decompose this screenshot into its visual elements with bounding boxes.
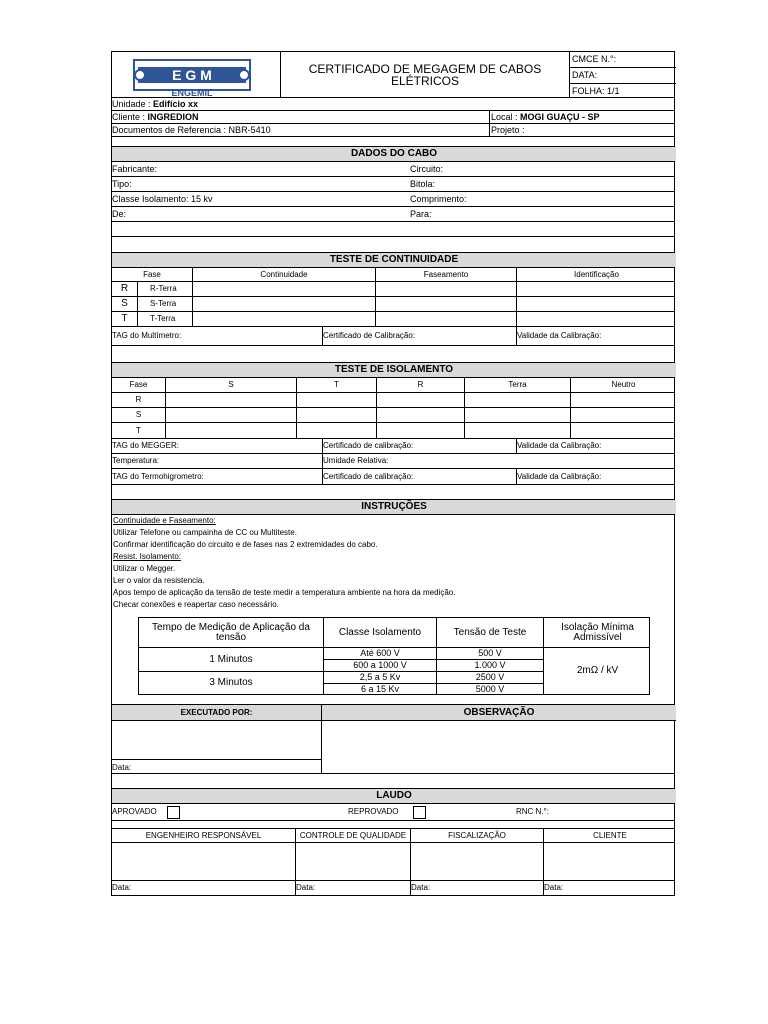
classe-column — [323, 648, 436, 694]
table-body — [139, 648, 649, 694]
date-field[interactable]: DATA: — [570, 68, 676, 84]
folha-field: FOLHA: 1/1 — [572, 86, 620, 96]
continuidade-col-headers — [112, 268, 674, 282]
reprovado-option[interactable]: REPROVADO — [348, 804, 516, 820]
date-field[interactable]: Data: — [410, 881, 543, 895]
tensao-cell: 1.000 V — [437, 660, 543, 672]
classe-cell: 600 a 1000 V — [324, 660, 436, 672]
table-row — [112, 408, 674, 423]
section-title: DADOS DO CABO — [112, 147, 676, 161]
col-header: Fase — [129, 380, 148, 389]
date-field[interactable]: Data: — [295, 881, 410, 895]
cliente-row — [112, 111, 674, 124]
fase-cell: T — [136, 425, 141, 435]
checkbox-icon[interactable] — [413, 806, 426, 819]
value-input[interactable] — [296, 408, 376, 422]
instruction-line: Utilizar o Megger. — [113, 564, 176, 573]
section-title: LAUDO — [112, 789, 676, 803]
col-header: Faseamento — [375, 268, 516, 281]
blank-row — [112, 774, 674, 789]
table-row — [112, 312, 674, 327]
header-meta — [569, 52, 676, 97]
col-header: S — [165, 378, 296, 392]
col-header: Classe Isolamento — [323, 618, 436, 647]
executado-signature[interactable] — [112, 721, 321, 760]
value-input[interactable] — [376, 408, 464, 422]
svg-text:E G M: E G M — [172, 67, 212, 83]
instrucoes-header — [112, 500, 674, 515]
identificacao-input[interactable] — [516, 312, 676, 326]
terra-cell: S-Terra — [137, 297, 192, 311]
blank-row — [112, 346, 674, 363]
multimetro-row — [112, 327, 674, 346]
col-header: CLIENTE — [543, 829, 676, 842]
comprimento-field[interactable]: Comprimento: — [410, 193, 467, 204]
classe-cell: 6 a 15 Kv — [360, 684, 400, 694]
observacao-input[interactable] — [322, 721, 676, 774]
continuidade-input[interactable] — [192, 312, 375, 326]
signatures-row — [112, 843, 674, 881]
value-input[interactable] — [376, 393, 464, 407]
isolamento-header — [112, 363, 674, 378]
col-header: Neutro — [570, 378, 676, 392]
value-input[interactable] — [165, 423, 296, 438]
logo-cell — [112, 52, 280, 97]
projeto-field[interactable]: Projeto : — [489, 124, 676, 136]
executado-label: EXECUTADO POR: — [112, 705, 321, 721]
documentos-field[interactable]: Documentos de Referencia : NBR-5410 — [112, 124, 271, 135]
cmce-field[interactable]: CMCE N.°: — [570, 52, 676, 68]
table-row — [112, 393, 674, 408]
tempo-cell: 3 Minutos — [209, 676, 253, 688]
validade-field[interactable]: Validade da Calibração: — [516, 469, 676, 484]
section-title: INSTRUÇÕES — [112, 500, 676, 514]
cliente-field[interactable]: Cliente : INGREDION — [112, 111, 199, 122]
certificado-field[interactable]: Certificado de Calibração: — [322, 327, 516, 345]
tempo-cell: 1 Minutos — [139, 648, 323, 672]
tensao-cell: 5000 V — [475, 684, 505, 694]
egm-logo-icon — [132, 57, 252, 97]
executado-date[interactable]: Data: — [112, 763, 132, 772]
bitola-field[interactable]: Bitola: — [410, 178, 436, 189]
table-row — [112, 423, 674, 439]
blank-row — [112, 222, 674, 237]
observacao-label: OBSERVAÇÃO — [322, 705, 676, 721]
spacer — [112, 821, 674, 829]
tensao-cell: 500 V — [437, 648, 543, 660]
dados-cabo-header — [112, 147, 674, 162]
col-header: R — [376, 378, 464, 392]
signatures-header-row — [112, 829, 674, 843]
instruction-line: Resist. Isolamento: — [113, 552, 182, 561]
certificado-field[interactable]: Certificado de calibração: — [322, 439, 516, 453]
temperatura-row — [112, 454, 674, 469]
col-header: FISCALIZAÇÃO — [410, 829, 543, 842]
date-field[interactable]: Data: — [112, 883, 132, 892]
faseamento-input[interactable] — [375, 297, 516, 311]
continuidade-input[interactable] — [192, 297, 375, 311]
value-input[interactable] — [570, 393, 676, 407]
col-header: ENGENHEIRO RESPONSÁVEL — [145, 830, 262, 840]
col-header: T — [296, 378, 376, 392]
para-field[interactable]: Para: — [410, 208, 432, 219]
col-header: Identificação — [516, 268, 676, 281]
instrucoes-body — [112, 515, 674, 705]
classe-field[interactable]: Classe Isolamento: 15 kv — [112, 193, 213, 204]
terra-cell: R-Terra — [137, 282, 192, 296]
col-header: Fase — [143, 269, 161, 279]
classe-cell: Até 600 V — [324, 648, 436, 660]
signature-fiscalizacao[interactable] — [410, 843, 543, 880]
section-title: TESTE DE ISOLAMENTO — [112, 363, 676, 377]
test-voltage-table — [138, 617, 650, 695]
fabricante-row — [112, 162, 674, 177]
validade-field[interactable]: Validade da Calibração: — [516, 439, 676, 453]
faseamento-input[interactable] — [375, 312, 516, 326]
value-input[interactable] — [464, 393, 570, 407]
fase-cell: T — [121, 313, 128, 324]
tag-termo-field[interactable]: TAG do Termohigrometro: — [112, 471, 204, 481]
termo-row — [112, 469, 674, 485]
header-row — [112, 52, 674, 98]
classe-cell: 2,5 a 5 Kv — [324, 672, 436, 684]
megger-row — [112, 439, 674, 454]
local-field[interactable]: Local : MOGI GUAÇU - SP — [489, 111, 676, 123]
fase-cell: R — [135, 395, 142, 404]
fase-cell: S — [135, 410, 142, 419]
checkbox-icon[interactable] — [167, 806, 180, 819]
identificacao-input[interactable] — [516, 282, 676, 296]
table-row — [112, 282, 674, 297]
fabricante-field[interactable]: Fabricante: — [112, 163, 158, 174]
laudo-header — [112, 789, 674, 804]
instruction-line: Confirmar identificação do circuito e de fases nas 2 extremidades do cabo. — [113, 540, 378, 549]
instruction-line: Ler o valor da resistencia. — [113, 576, 205, 585]
table-row — [112, 297, 674, 312]
de-row — [112, 207, 674, 222]
value-input[interactable] — [165, 408, 296, 422]
classe-row — [112, 192, 674, 207]
col-header: Tempo de Medição de Aplicação da tensão — [152, 621, 310, 643]
tipo-field[interactable]: Tipo: — [112, 178, 132, 189]
executado-block — [112, 705, 322, 774]
value-input[interactable] — [464, 408, 570, 422]
observacao-block — [322, 705, 676, 774]
col-header: Terra — [464, 378, 570, 392]
col-header: Tensão de Teste — [436, 618, 543, 647]
value-input[interactable] — [570, 408, 676, 422]
circuito-field[interactable]: Circuito: — [410, 163, 444, 174]
documentos-row — [112, 124, 674, 137]
laudo-status-row — [112, 804, 674, 821]
continuidade-input[interactable] — [192, 282, 375, 296]
value-input[interactable] — [464, 423, 570, 438]
tensao-column — [436, 648, 543, 694]
col-header: CONTROLE DE QUALIDADE — [295, 829, 410, 842]
unidade-field[interactable]: Unidade : Edifício xx — [112, 98, 199, 109]
spacer — [112, 137, 674, 147]
col-header: Continuidade — [192, 268, 375, 281]
section-title: TESTE DE CONTINUIDADE — [112, 253, 676, 267]
tag-multimetro-field[interactable]: TAG do Multímetro: — [112, 331, 182, 340]
umidade-field[interactable]: Umidade Relativa: — [322, 454, 676, 468]
unidade-row — [112, 98, 674, 111]
date-field[interactable]: Data: — [543, 881, 676, 895]
terra-cell: T-Terra — [137, 312, 192, 326]
executado-row — [112, 705, 674, 774]
tensao-cell: 2500 V — [437, 672, 543, 684]
value-input[interactable] — [570, 423, 676, 438]
blank-row — [112, 485, 674, 500]
fase-cell: S — [121, 298, 128, 309]
tag-megger-field[interactable]: TAG do MEGGER: — [112, 441, 179, 450]
continuidade-header — [112, 253, 674, 268]
aprovado-option[interactable]: APROVADO — [112, 804, 348, 820]
rnc-field[interactable]: RNC N.°: — [516, 807, 549, 816]
value-input[interactable] — [376, 423, 464, 438]
temperatura-field[interactable]: Temperatura: — [112, 456, 160, 465]
value-input[interactable] — [165, 393, 296, 407]
instruction-line: Continuidade e Faseamento: — [113, 516, 216, 525]
signature-controle[interactable] — [295, 843, 410, 880]
identificacao-input[interactable] — [516, 297, 676, 311]
table-header-row — [139, 618, 649, 648]
validade-field[interactable]: Validade da Calibração: — [516, 327, 676, 345]
col-header: Isolação Mínima Admissível — [543, 618, 651, 647]
faseamento-input[interactable] — [375, 282, 516, 296]
instruction-line: Apos tempo de aplicação da tensão de teste medir a temperatura ambiente na hora da medição. — [113, 588, 456, 597]
certificate-form — [111, 51, 675, 896]
blank-row — [112, 237, 674, 253]
isolacao-cell: 2mΩ / kV — [543, 648, 651, 694]
value-input[interactable] — [296, 423, 376, 438]
isolamento-col-headers — [112, 378, 674, 393]
signature-dates-row — [112, 881, 674, 895]
svg-text:ENGEMIL: ENGEMIL — [171, 88, 213, 97]
tipo-row — [112, 177, 674, 192]
signature-cliente[interactable] — [543, 843, 676, 880]
fase-cell: R — [120, 283, 129, 294]
instruction-line: Checar conexões e reapertar caso necessário. — [113, 600, 279, 609]
signature-engenheiro[interactable] — [112, 843, 295, 880]
document-title: CERTIFICADO DE MEGAGEM DE CABOS ELÉTRICOS — [280, 52, 569, 97]
instruction-line: Utilizar Telefone ou campainha de CC ou Multiteste. — [113, 528, 297, 537]
de-field[interactable]: De: — [112, 208, 127, 219]
value-input[interactable] — [296, 393, 376, 407]
certificado-field[interactable]: Certificado de calibração: — [322, 469, 516, 484]
